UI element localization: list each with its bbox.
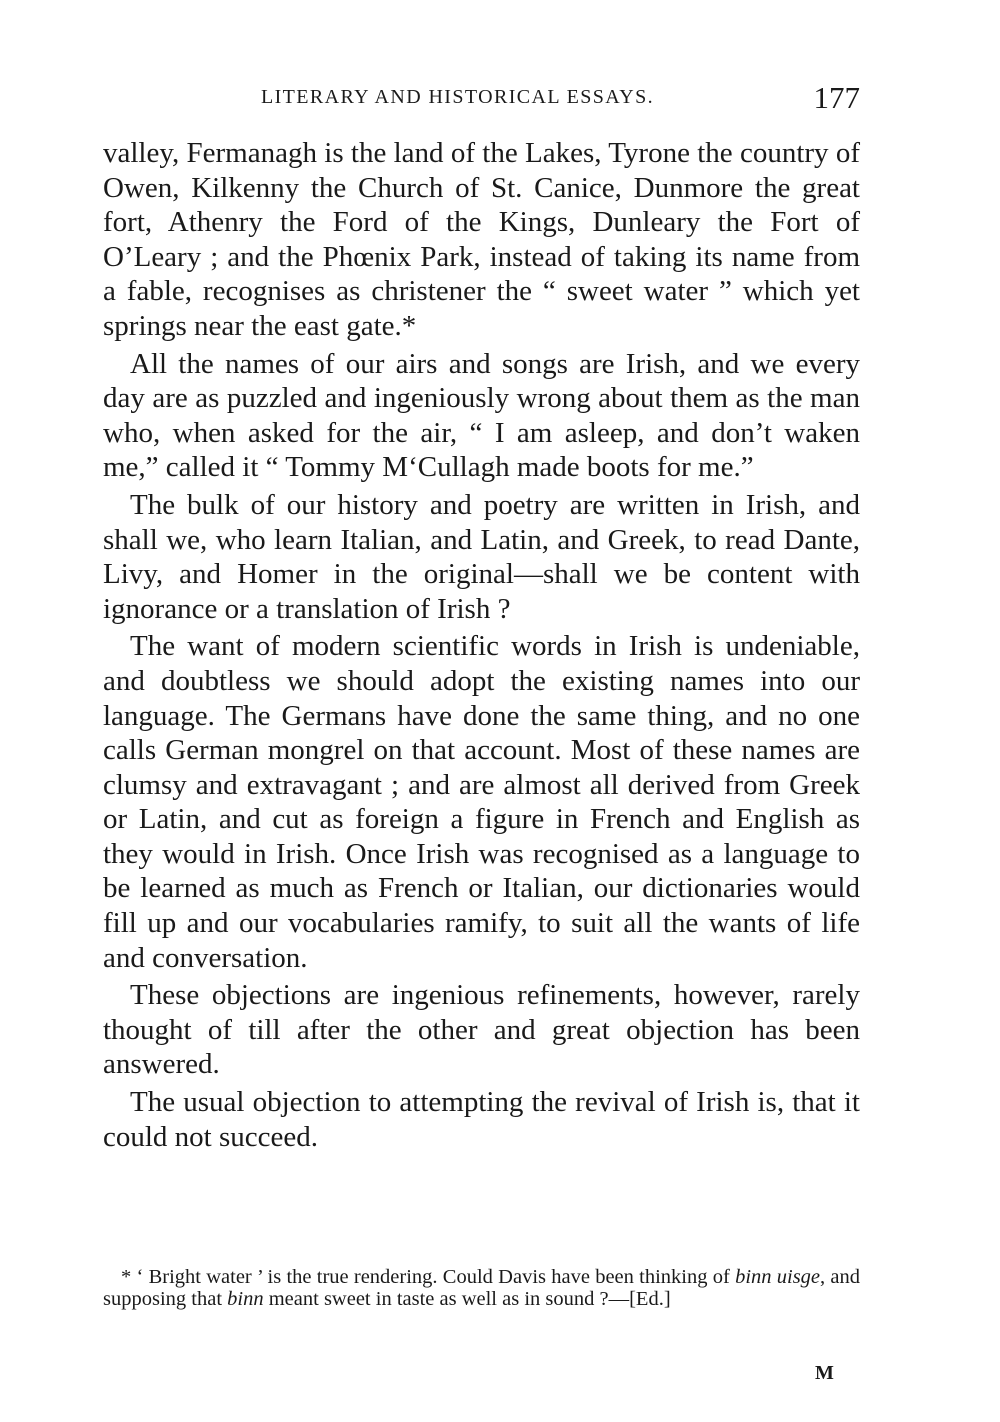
- running-title: LITERARY AND HISTORICAL ESSAYS.: [261, 86, 655, 108]
- paragraph-3: The bulk of our history and poetry are written in Irish, and shall we, who learn Italian, and Latin, and Greek, to read Dante, Livy, and Homer in the original—shall we be content with ignorance or a translation of Irish ?: [103, 488, 860, 625]
- paragraph-1: valley, Fermanagh is the land of the Lakes, Tyrone the country of Owen, Kilkenny the Church of St. Canice, Dunmore the great fort, Athenry the Ford of the Kings, Dunleary the Fort of O’Leary ; and the Phœnix Park, instead of taking its name from a fable, recognises as christener the “ sweet water ” which yet springs near the east gate.*: [103, 137, 860, 342]
- page-number: 177: [813, 80, 860, 115]
- footnote-italic-1: binn uisge: [735, 1266, 821, 1288]
- signature-mark: M: [815, 1362, 834, 1384]
- paragraph-6: The usual objection to attempting the revival of Irish is, that it could not succeed.: [103, 1086, 860, 1153]
- footnote: [103, 1267, 860, 1310]
- running-head: [103, 80, 860, 120]
- paragraph-2: All the names of our airs and songs are Irish, and we every day are as puzzled and ingeniously wrong about them as the man who, when asked for the air, “ I am asleep, and don’t waken me,” called it “ Tommy M‘Cullagh made boots for me.”: [103, 347, 860, 484]
- footnote-text-1: * ‘ Bright water ’ is the true rendering. Could Davis have been thinking of: [121, 1266, 736, 1288]
- footnote-italic-2: binn: [227, 1287, 264, 1310]
- footnote-text-2: , and supposing that: [103, 1266, 861, 1310]
- paragraph-5: These objections are ingenious refinements, however, rarely thought of till after the other and great objection has been answered.: [103, 979, 860, 1081]
- footnote-text-3: meant sweet in taste as well as in sound ?—[Ed.]: [263, 1287, 671, 1310]
- paragraph-4: The want of modern scientific words in Irish is undeniable, and doubtless we should adopt the existing names into our language. The Germans have done the same thing, and no one calls German mongrel on that account. Most of these names are clumsy and extravagant ; and are almost all derived from Greek or Latin, and cut as foreign a figure in French and English as they would in Irish. Once Irish was recognised as a language to be learned as much as French or Italian, our dictionaries would fill up and our vocabularies ramify, to suit all the wants of life and conversation.: [103, 630, 860, 974]
- body-text: [103, 136, 860, 1154]
